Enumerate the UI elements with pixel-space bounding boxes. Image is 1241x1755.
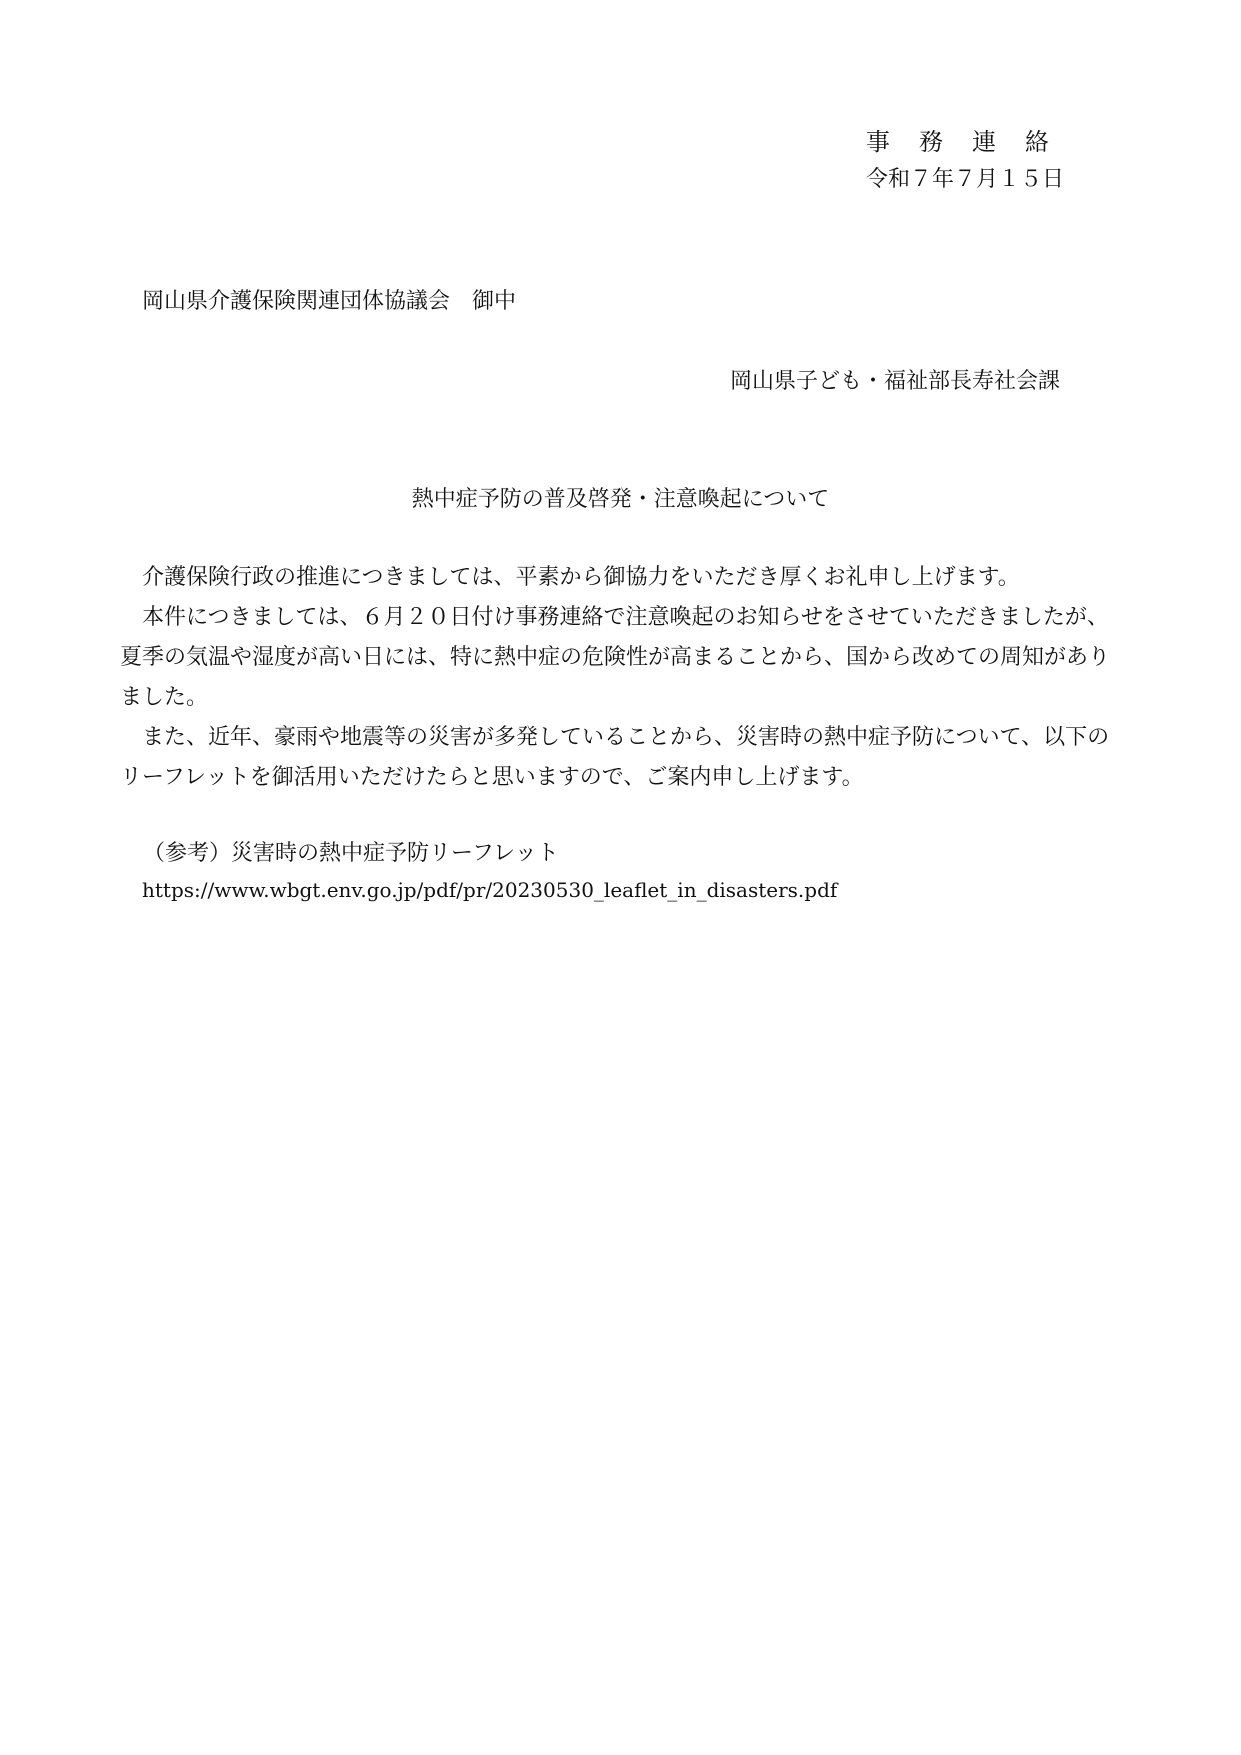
body-paragraph-1: 介護保険行政の推進につきましては、平素から御協力をいただき厚くお礼申し上げます。 bbox=[142, 565, 1020, 590]
body-paragraph-3: また、近年、豪雨や地震等の災害が多発していることから、災害時の熱中症予防について、以下のリーフレットを御活用いただけたらと思いますので、ご案内申し上げます。 bbox=[120, 725, 1110, 790]
document-body bbox=[120, 558, 1120, 798]
sender-line: 岡山県子ども・福祉部長寿社会課 bbox=[730, 369, 1061, 394]
body-paragraph-2: 本件につきましては、６月２０日付け事務連絡で注意喚起のお知らせをさせていただきましたが、夏季の気温や湿度が高い日には、特に熱中症の危険性が高まることから、国から改めての周知がありました。 bbox=[120, 605, 1111, 710]
reference-label: （参考）災害時の熱中症予防リーフレット bbox=[143, 841, 559, 866]
document-type-label: 事務連絡 bbox=[866, 128, 1078, 156]
document-date: 令和７年７月１５日 bbox=[866, 167, 1065, 192]
document-subject: 熱中症予防の普及啓発・注意喚起について bbox=[411, 487, 830, 512]
reference-url-link[interactable]: https://www.wbgt.env.go.jp/pdf/pr/20230530_leaflet_in_disasters.pdf bbox=[142, 878, 838, 902]
recipient-line: 岡山県介護保険関連団体協議会 御中 bbox=[142, 289, 517, 314]
